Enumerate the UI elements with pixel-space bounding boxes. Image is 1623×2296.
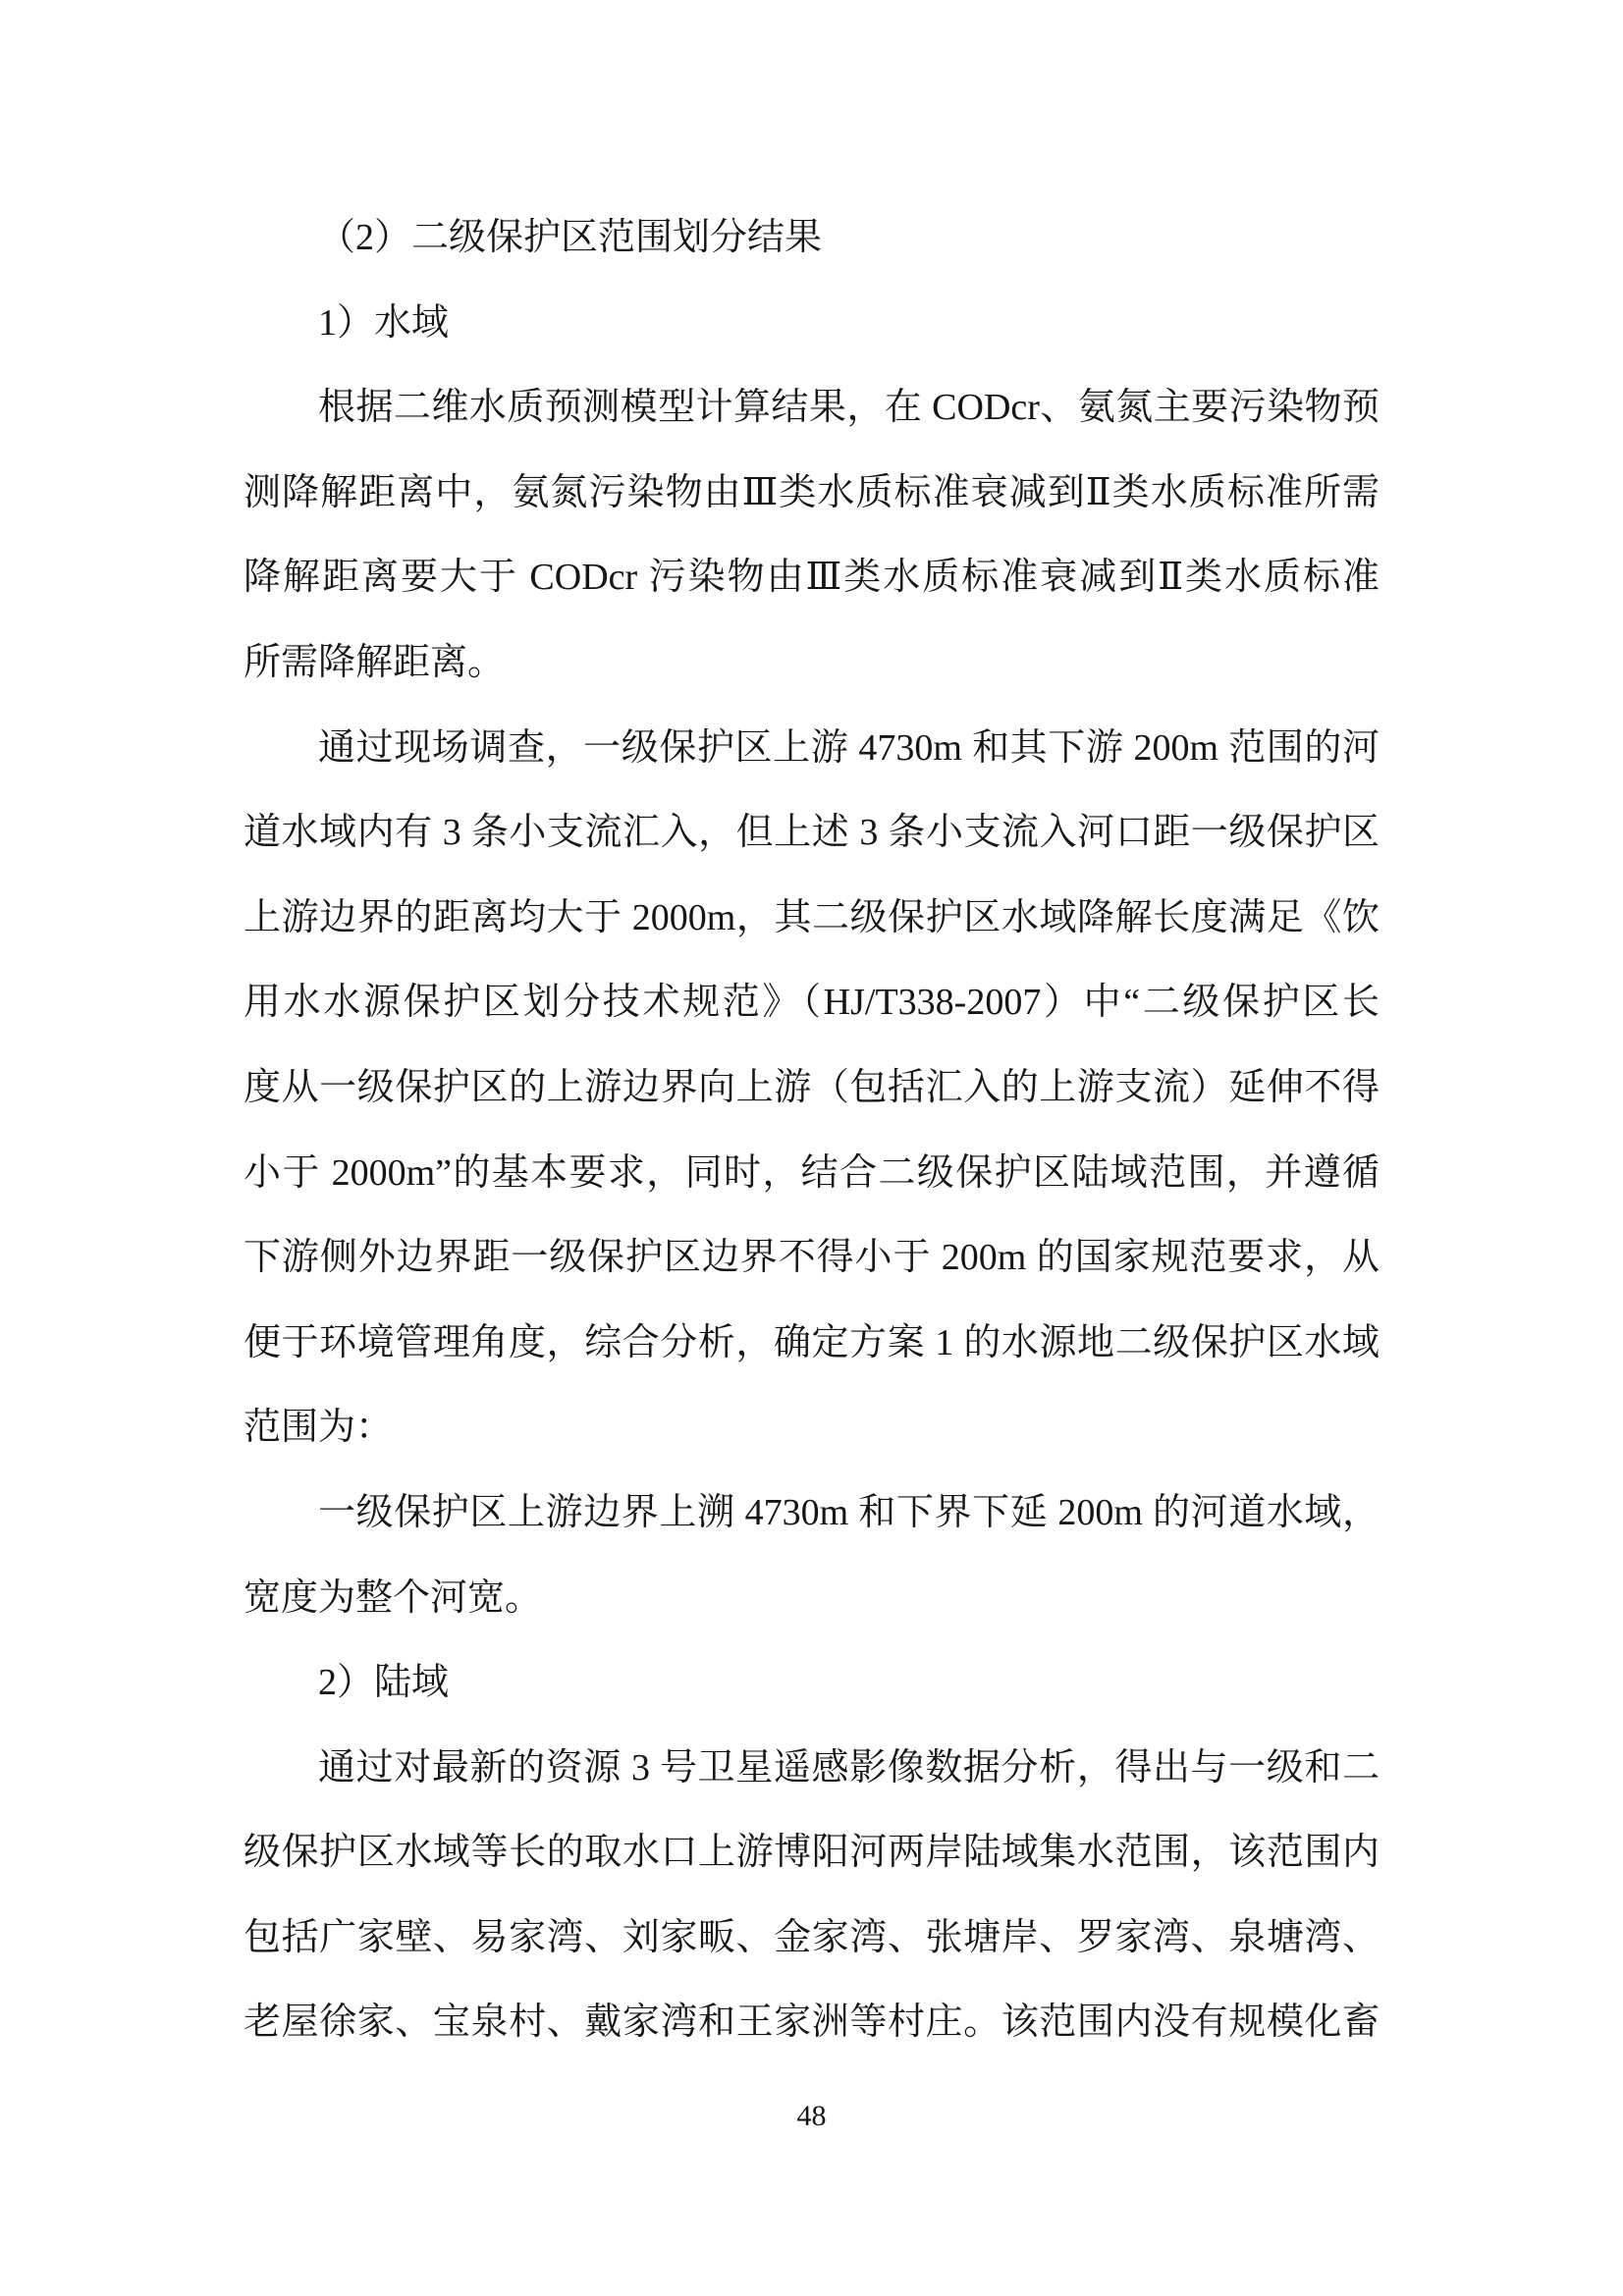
text-line: 测降解距离中，氨氮污染物由Ⅲ类水质标准衰减到Ⅱ类水质标准所需 [243, 471, 1380, 513]
text-line: 降解距离要大于 CODcr 污染物由Ⅲ类水质标准衰减到Ⅱ类水质标准 [243, 557, 1380, 599]
text-line: 一级保护区上游边界上溯 4730m 和下界下延 200m 的河道水域， [318, 1491, 1380, 1533]
text-line: 道水域内有 3 条小支流汇入，但上述 3 条小支流入河口距一级保护区 [243, 812, 1380, 854]
text-line: （2）二级保护区范围划分结果 [318, 217, 823, 258]
text-line: 上游边界的距离均大于 2000m，其二级保护区水域降解长度满足《饮 [243, 896, 1380, 938]
text-line: 包括广家壁、易家湾、刘家畈、金家湾、张塘岸、罗家湾、泉塘湾、 [243, 1916, 1380, 1958]
text-line: 度从一级保护区的上游边界向上游（包括汇入的上游支流）延伸不得 [243, 1066, 1380, 1108]
text-line: 下游侧外边界距一级保护区边界不得小于 200m 的国家规范要求，从 [243, 1237, 1380, 1279]
text-line: 便于环境管理角度，综合分析，确定方案 1 的水源地二级保护区水域 [243, 1321, 1380, 1363]
text-line: 级保护区水域等长的取水口上游博阳河两岸陆域集水范围，该范围内 [243, 1832, 1380, 1874]
text-line: 通过对最新的资源 3 号卫星遥感影像数据分析，得出与一级和二 [318, 1746, 1380, 1789]
text-line: 范围为： [243, 1407, 394, 1449]
text-line: 所需降解距离。 [243, 641, 506, 683]
text-line: 2）陆域 [318, 1662, 450, 1704]
text-line: 1）水域 [318, 301, 450, 344]
text-line: 老屋徐家、宝泉村、戴家湾和王家洲等村庄。该范围内没有规模化畜 [243, 2002, 1380, 2044]
text-line: 通过现场调查，一级保护区上游 4730m 和其下游 200m 范围的河 [318, 726, 1380, 769]
text-line: 小于 2000m”的基本要求，同时，结合二级保护区陆域范围，并遵循 [243, 1151, 1380, 1194]
text-line: 根据二维水质预测模型计算结果，在 CODcr、氨氮主要污染物预 [318, 387, 1380, 429]
text-block [243, 195, 1380, 2065]
text-line: 宽度为整个河宽。 [243, 1576, 543, 1619]
text-line: 用水水源保护区划分技术规范》（HJ/T338-2007）中“二级保护区长 [243, 982, 1380, 1024]
page-number: 48 [796, 2100, 827, 2132]
